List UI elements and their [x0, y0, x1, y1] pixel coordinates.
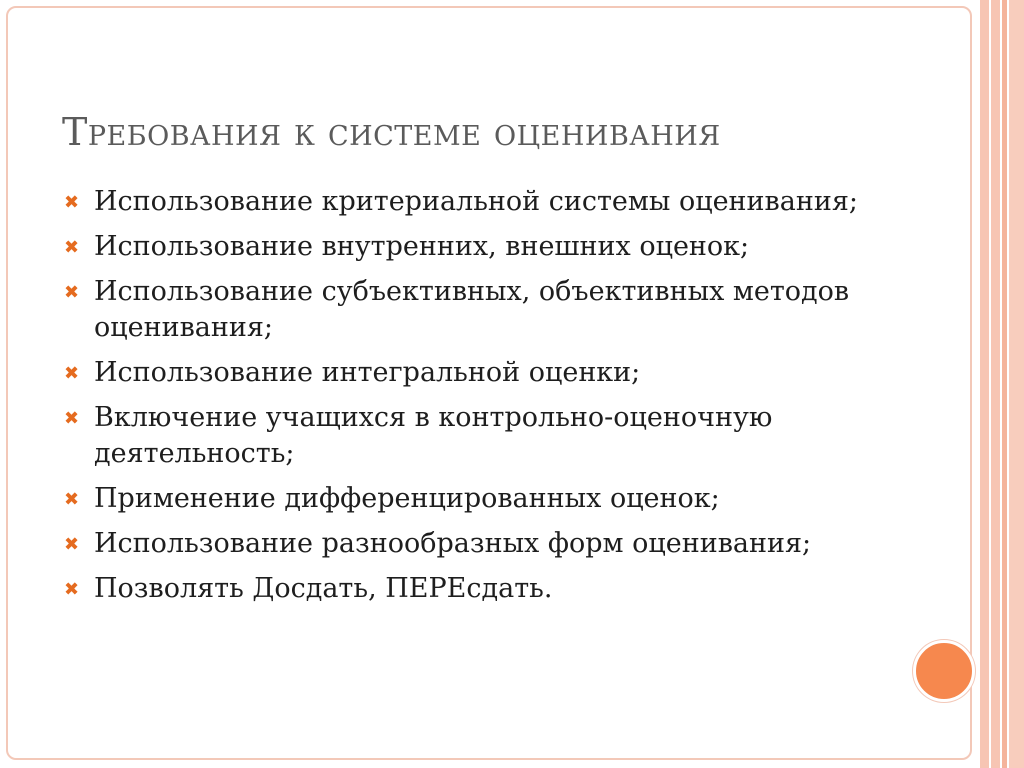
x-mark-icon: ✖ [64, 237, 80, 258]
bullet-item [62, 274, 912, 346]
bullet-text: Использование субъективных, объективных методов оценивания; [94, 276, 850, 343]
bullet-item [62, 184, 912, 220]
decorative-stripe [980, 0, 989, 768]
bullet-text: Включение учащихся в контрольно-оценочную деятельность; [94, 402, 773, 469]
x-mark-icon: ✖ [64, 363, 80, 384]
bullet-item [62, 400, 912, 472]
x-mark-icon: ✖ [64, 579, 80, 600]
bullet-text: Позволять Досдать, ПЕРЕсдать. [94, 573, 553, 604]
x-mark-icon: ✖ [64, 192, 80, 213]
bullet-text: Использование интегральной оценки; [94, 357, 641, 388]
bullet-text: Использование критериальной системы оценивания; [94, 186, 858, 217]
slide-title: Требования к системе оценивания [62, 110, 721, 154]
decorative-stripe [991, 0, 1000, 768]
x-mark-icon: ✖ [64, 282, 80, 303]
x-mark-icon: ✖ [64, 534, 80, 555]
x-mark-icon: ✖ [64, 408, 80, 429]
decorative-stripe [1009, 0, 1024, 768]
bullet-item [62, 481, 912, 517]
bullet-item [62, 355, 912, 391]
bullet-item [62, 571, 912, 607]
x-mark-icon: ✖ [64, 489, 80, 510]
bullet-text: Применение дифференцированных оценок; [94, 483, 720, 514]
bullet-item [62, 229, 912, 265]
decorative-stripe [1002, 0, 1007, 768]
bullet-list [62, 184, 912, 616]
bullet-item [62, 526, 912, 562]
bullet-text: Использование разнообразных форм оценивания; [94, 528, 812, 559]
bullet-text: Использование внутренних, внешних оценок; [94, 231, 750, 262]
accent-circle [913, 640, 975, 702]
